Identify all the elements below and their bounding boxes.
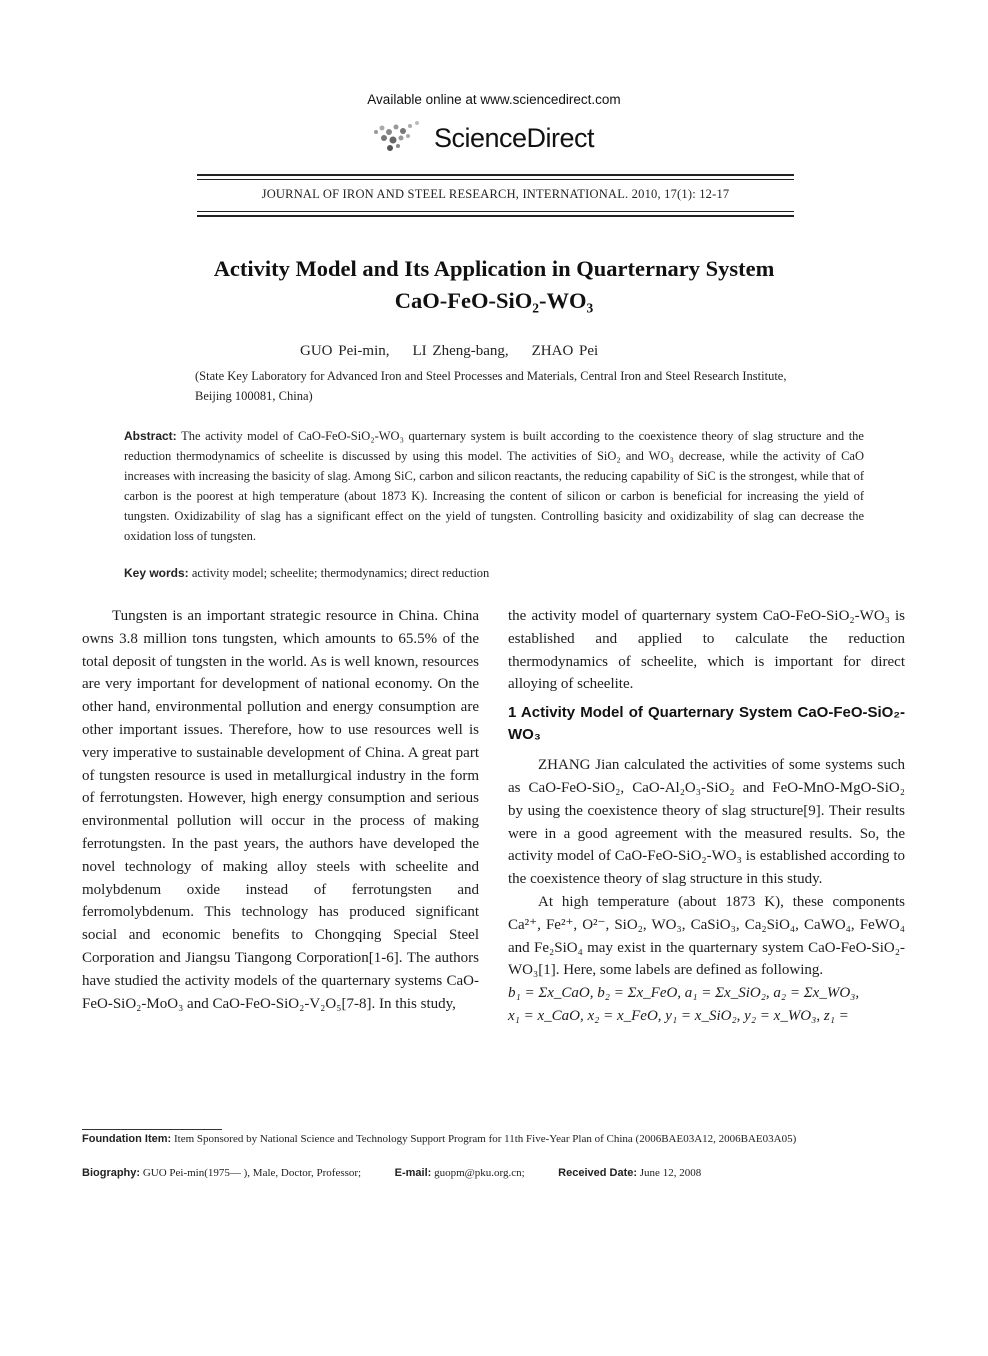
author-3: ZHAO Pei (531, 343, 599, 359)
header-rule-bottom (197, 215, 794, 217)
author-2: LI Zheng-bang, (412, 343, 509, 359)
header-rule (197, 174, 794, 176)
equation-line-1: b₁ = Σx_CaO, b₂ = Σx_FeO, a₁ = Σx_SiO₂, a₂ = Σx_WO₃, (508, 985, 860, 1002)
affiliation: (State Key Laboratory for Advanced Iron and Steel Processes and Materials, Central Iron and Steel Research Institute, Beijing 100081, China) (195, 369, 787, 403)
available-online-text: Available online at www.sciencedirect.com (367, 92, 621, 107)
received-text: June 12, 2008 (639, 1167, 702, 1179)
journal-citation: JOURNAL OF IRON AND STEEL RESEARCH, INTERNATIONAL. 2010, 17(1): 12-17 (261, 187, 730, 201)
header-rule-thin-bottom (197, 211, 794, 212)
section-heading-1: 1 Activity Model of Quarternary System CaO-FeO-SiO₂-WO₃ (508, 704, 905, 744)
foundation-text: Item Sponsored by National Science and Technology Support Program for 11th Five-Year Plan of China (2006BAE03A12, 2006BAE03A05) (173, 1133, 797, 1145)
section-1-paragraph-2: At high temperature (about 1873 K), these components Ca²⁺, Fe²⁺, O²⁻, SiO₂, WO₃, CaSiO₃, Ca₂SiO₄, CaWO₄, FeWO₄ and Fe₂SiO₄ may exist in the quarternary system CaO-FeO-SiO₂-WO₃[1]. Here, some labels are defined as following. (508, 893, 905, 979)
email-label: E-mail: (394, 1167, 432, 1179)
footnote-foundation (82, 1131, 902, 1147)
sciencedirect-dots-icon (370, 118, 428, 158)
equation-line-2: x₁ = x_CaO, x₂ = x_FeO, y₁ = x_SiO₂, y₂ = x_WO₃, z₁ = (508, 1007, 849, 1024)
body-column-left (82, 605, 479, 1015)
abstract-label: Abstract: (124, 429, 177, 443)
keywords (124, 566, 864, 581)
paper-title (100, 253, 888, 317)
title-line-1: Activity Model and Its Application in Quarternary System (213, 256, 775, 281)
logo-text: ScienceDirect (434, 122, 595, 153)
footnote-rule (82, 1129, 222, 1130)
email-text[interactable]: guopm@pku.org.cn; (434, 1167, 525, 1179)
keywords-label: Key words: (124, 566, 189, 580)
section-1-paragraph-1: ZHANG Jian calculated the activities of some systems such as CaO-FeO-SiO₂, CaO-Al₂O₃-SiO₂ and FeO-MnO-MgO-SiO₂ by using the coexistence theory of slag structure[9]. Their results were in a good agreement with the measured results. So, the activity model of CaO-FeO-SiO₂-WO₃ is established according to the coexistence theory of slag structure in this study. (508, 757, 905, 888)
author-list (300, 343, 720, 360)
intro-paragraph-cont: the activity model of quarternary system CaO-FeO-SiO₂-WO₃ is established and applied to calculate the reduction thermodynamics of scheelite, which is important for direct alloying of scheelite. (508, 608, 905, 693)
biography-label: Biography: (82, 1167, 141, 1179)
intro-paragraph: Tungsten is an important strategic resource in China. China owns 3.8 million tons tungsten, which amounts to 65.5% of the total deposit of tungsten in the world. As is well known, resources are very important for development of national economy. On the other hand, environmental pollution and energy consumption are other important issues. Therefore, how to use resources well is very imperative to sustainable development of China. A great part of tungsten resource is used in metallurgical industry in the form of ferrotungsten. However, high energy consumption and serious environmental pollution will occur in the process of making ferrotungsten. In the past years, the authors have developed the novel technology of making alloy steels with scheelite and molybdenum oxide instead of ferrotungsten and ferromolybdenum. This technology has produced significant social and economic benefits to Chongqing Special Steel Corporation and Jiangsu Tiangong Corporation[1-6]. The authors have studied the activity models of the quarternary systems CaO-FeO-SiO₂-MoO₃ and CaO-FeO-SiO₂-V₂O₅[7-8]. In this study, (82, 608, 479, 1012)
author-1: GUO Pei-min, (300, 343, 390, 359)
header-rule-thin (197, 179, 794, 180)
received-label: Received Date: (558, 1167, 638, 1179)
biography-text: GUO Pei-min(1975— ), Male, Doctor, Professor; (142, 1167, 362, 1179)
sciencedirect-logo (370, 116, 594, 160)
title-line-2: CaO-FeO-SiO₂-WO₃ (394, 288, 594, 313)
keywords-text: activity model; scheelite; thermodynamics; direct reduction (191, 566, 490, 580)
body-column-right (508, 605, 905, 1028)
abstract-text: The activity model of CaO-FeO-SiO₂-WO₃ quarternary system is built according to the coexistence theory of slag structure and the reduction thermodynamics of scheelite is discussed by using this model. The activities of SiO₂ and WO₃ decrease, while the activity of CaO increases with increasing the basicity of slag. Among SiC, carbon and silicon reactants, the reducing capability of SiC is the strongest, while that of carbon is the poorest at high temperature (about 1873 K). Increasing the content of silicon or carbon is beneficial for increasing the yield of tungsten. Oxidizability of slag has a significant effect on the yield of tungsten. Controlling basicity and oxidizability of slag can decrease the oxidation loss of tungsten. (124, 429, 864, 543)
foundation-label: Foundation Item: (82, 1133, 172, 1145)
footnote-biography (82, 1165, 902, 1181)
abstract (124, 426, 864, 546)
